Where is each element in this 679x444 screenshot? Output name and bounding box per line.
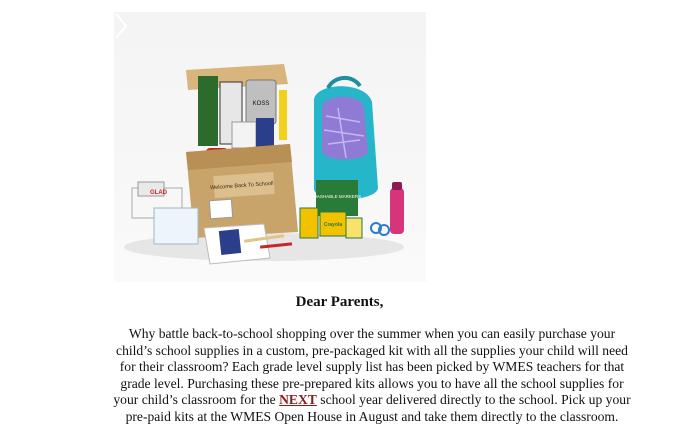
chevron-right-icon[interactable] (114, 12, 128, 40)
pencil-bundle (279, 90, 287, 140)
water-bottle (390, 188, 404, 234)
ziploc-bags (154, 208, 198, 244)
green-folder (198, 76, 218, 146)
paragraph-text-2: school year delivered directly to the school. Pick up your pre-paid kits at the WMES Open House in August and take them directly to the classroom. (125, 392, 631, 424)
school-supply-kit-illustration (114, 12, 426, 282)
letter-paragraph (112, 326, 632, 426)
glad-label: GLAD (150, 190, 167, 196)
calculator (219, 229, 241, 255)
glue-bottle (232, 122, 256, 148)
markers-label: WASHABLE MARKERS (312, 194, 362, 199)
hero-image (114, 12, 426, 282)
letter-greeting: Dear Parents, (295, 294, 384, 310)
crayola-label: Crayola (323, 222, 343, 228)
pencil-box (256, 118, 274, 148)
box-label: Welcome Back To School! (209, 180, 274, 192)
paragraph-text-1: Why battle back-to-school shopping over the summer when you can easily purchase your child’s school supplies in a custom, pre-packaged kit with all the supplies your child will need for their classroom? Each grade level supply list has been picked by WMES teachers for that grade level. Purchasing these pre-prepared kits allows you to have all the school supplies for your child’s classroom for the (113, 326, 628, 408)
next-year-link[interactable]: NEXT (279, 392, 317, 408)
koss-label: KOSS (252, 101, 270, 107)
